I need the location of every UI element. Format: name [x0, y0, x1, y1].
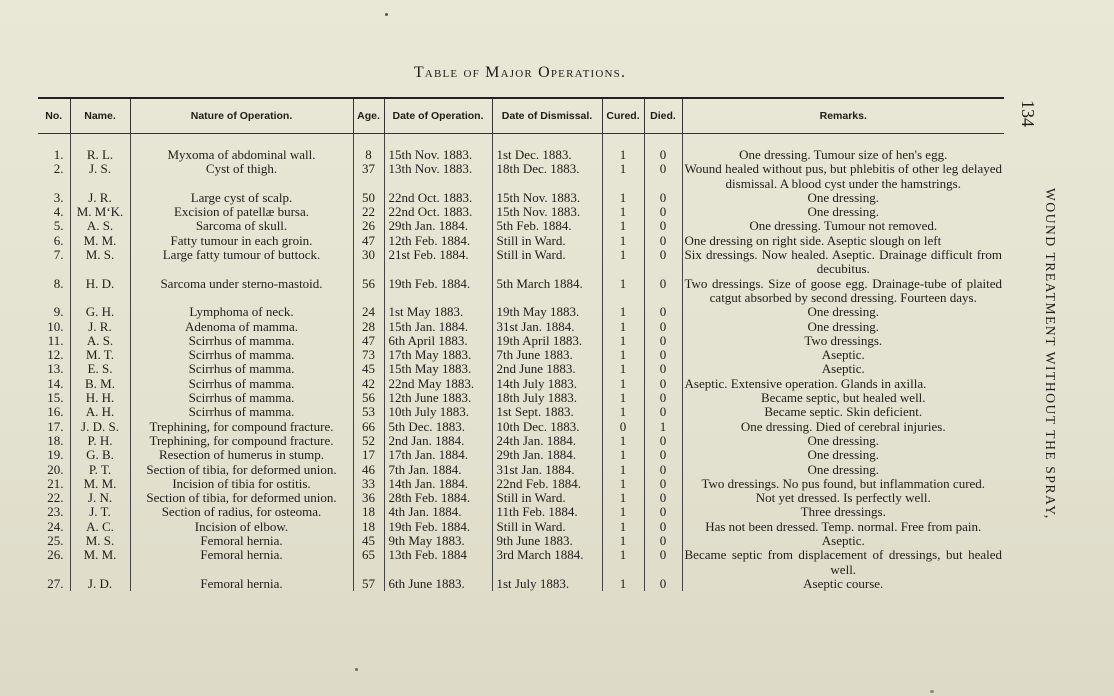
cell-no: 12.: [47, 347, 64, 363]
cell-no: 26.: [47, 547, 64, 563]
cell-age: 36: [353, 491, 384, 505]
cell-cured: 1: [602, 434, 644, 448]
cell-name: M. M.: [70, 477, 130, 491]
cell-name: J. S.: [70, 162, 130, 191]
cell-age: 56: [353, 277, 384, 306]
cell-date-dismissal: 18th Dec. 1883.: [492, 162, 602, 191]
page-title: Table of Major Operations.: [413, 64, 627, 81]
cell-date-dismissal: 5th March 1884.: [492, 277, 602, 306]
cell-died: 0: [644, 548, 682, 577]
cell-age: 26: [353, 219, 384, 233]
cell-no: 22.: [47, 490, 64, 506]
cell-remarks: Aseptic. Extensive operation. Glands in axilla.: [682, 377, 1004, 391]
cell-date-dismissal: 19th April 1883.: [492, 334, 602, 348]
cell-remarks: Has not been dressed. Temp. normal. Free from pain.: [682, 520, 1004, 534]
table-row: [38, 377, 1004, 391]
cell-cured: 1: [602, 405, 644, 419]
table-row: [38, 148, 1004, 162]
cell-no: 17.: [47, 418, 64, 434]
cell-cured: 1: [602, 248, 644, 277]
cell-age: 42: [353, 377, 384, 391]
cell-died: 0: [644, 377, 682, 391]
cell-remarks: One dressing.: [682, 191, 1004, 205]
cell-date-dismissal: 19th May 1883.: [492, 305, 602, 319]
cell-age: 22: [353, 205, 384, 219]
cell-date-dismissal: 1st Sept. 1883.: [492, 405, 602, 419]
cell-date-operation: 15th Jan. 1884.: [384, 320, 492, 334]
cell-date-operation: 13th Feb. 1884: [384, 548, 492, 577]
cell-date-operation: 15th Nov. 1883.: [384, 148, 492, 162]
table-row: [38, 234, 1004, 248]
cell-cured: 1: [602, 391, 644, 405]
cell-no: 9.: [53, 304, 64, 320]
cell-cured: 1: [602, 448, 644, 462]
cell-date-operation: 29th Jan. 1884.: [384, 219, 492, 233]
cell-died: 0: [644, 348, 682, 362]
cell-remarks: One dressing. Died of cerebral injuries.: [682, 420, 1004, 434]
cell-died: 0: [644, 391, 682, 405]
table-header-row: [38, 98, 1004, 134]
table-row: [38, 434, 1004, 448]
cell-died: 0: [644, 234, 682, 248]
cell-died: 0: [644, 477, 682, 491]
cell-name: J. R.: [70, 320, 130, 334]
header-remarks: Remarks.: [682, 98, 1004, 134]
cell-date-dismissal: 31st Jan. 1884.: [492, 320, 602, 334]
cell-age: 66: [353, 420, 384, 434]
cell-died: 0: [644, 534, 682, 548]
cell-cured: 1: [602, 148, 644, 162]
cell-nature: Femoral hernia.: [130, 548, 353, 577]
cell-name: B. M.: [70, 377, 130, 391]
cell-nature: Scirrhus of mamma.: [130, 362, 353, 376]
cell-age: 18: [353, 505, 384, 519]
page-number: 134: [1018, 100, 1038, 127]
cell-date-dismissal: Still in Ward.: [492, 248, 602, 277]
cell-no: 3.: [53, 189, 64, 205]
cell-died: 1: [644, 420, 682, 434]
header-date-dismissal: Date of Dismissal.: [492, 98, 602, 134]
cell-name: H. H.: [70, 391, 130, 405]
cell-date-operation: 19th Feb. 1884.: [384, 520, 492, 534]
table-row: [38, 534, 1004, 548]
cell-nature: Resection of humerus in stump.: [130, 448, 353, 462]
cell-name: A. H.: [70, 405, 130, 419]
cell-nature: Adenoma of mamma.: [130, 320, 353, 334]
cell-age: 50: [353, 191, 384, 205]
table-row: [38, 162, 1004, 191]
cell-cured: 1: [602, 520, 644, 534]
cell-date-operation: 10th July 1883.: [384, 405, 492, 419]
cell-cured: 1: [602, 277, 644, 306]
cell-remarks: One dressing.: [682, 205, 1004, 219]
cell-cured: 1: [602, 205, 644, 219]
cell-nature: Cyst of thigh.: [130, 162, 353, 191]
cell-nature: Section of tibia, for deformed union.: [130, 463, 353, 477]
cell-no: 25.: [47, 533, 64, 549]
cell-nature: Sarcoma under sterno-mastoid.: [130, 277, 353, 306]
cell-nature: Trephining, for compound fracture.: [130, 420, 353, 434]
cell-nature: Scirrhus of mamma.: [130, 377, 353, 391]
cell-no: 1.: [53, 147, 64, 162]
cell-cured: 0: [602, 420, 644, 434]
table-row: [38, 520, 1004, 534]
cell-age: 37: [353, 162, 384, 191]
cell-name: R. L.: [70, 148, 130, 162]
cell-remarks: Three dressings.: [682, 505, 1004, 519]
cell-remarks: Aseptic.: [682, 534, 1004, 548]
cell-cured: 1: [602, 191, 644, 205]
cell-no: 18.: [47, 432, 64, 448]
cell-cured: 1: [602, 477, 644, 491]
cell-died: 0: [644, 248, 682, 277]
header-date-operation: Date of Operation.: [384, 98, 492, 134]
table-row: [38, 577, 1004, 591]
cell-name: M. S.: [70, 534, 130, 548]
cell-name: A. S.: [70, 334, 130, 348]
cell-remarks: One dressing.: [682, 434, 1004, 448]
cell-age: 30: [353, 248, 384, 277]
cell-no: 14.: [47, 375, 64, 391]
cell-date-dismissal: 29th Jan. 1884.: [492, 448, 602, 462]
cell-age: 33: [353, 477, 384, 491]
cell-date-operation: 21st Feb. 1884.: [384, 248, 492, 277]
cell-age: 53: [353, 405, 384, 419]
cell-name: H. D.: [70, 277, 130, 306]
cell-cured: 1: [602, 463, 644, 477]
cell-name: J. N.: [70, 491, 130, 505]
cell-no: 13.: [47, 361, 64, 377]
cell-name: P. H.: [70, 434, 130, 448]
cell-date-operation: 12th Feb. 1884.: [384, 234, 492, 248]
cell-no: 27.: [47, 575, 64, 591]
cell-no: 21.: [47, 475, 64, 491]
cell-no: 10.: [47, 318, 64, 334]
cell-date-dismissal: 10th Dec. 1883.: [492, 420, 602, 434]
cell-no: 5.: [53, 218, 64, 234]
cell-date-operation: 4th Jan. 1884.: [384, 505, 492, 519]
cell-remarks: Not yet dressed. Is perfectly well.: [682, 491, 1004, 505]
cell-remarks: Became septic from displacement of dressings, but healed well.: [682, 548, 1004, 577]
cell-died: 0: [644, 577, 682, 591]
cell-date-operation: 13th Nov. 1883.: [384, 162, 492, 191]
cell-died: 0: [644, 362, 682, 376]
cell-no: 15.: [47, 390, 64, 406]
cell-nature: Myxoma of abdominal wall.: [130, 148, 353, 162]
table-row: [38, 191, 1004, 205]
cell-cured: 1: [602, 162, 644, 191]
cell-name: P. T.: [70, 463, 130, 477]
cell-died: 0: [644, 162, 682, 191]
cell-died: 0: [644, 148, 682, 162]
cell-nature: Excision of patellæ bursa.: [130, 205, 353, 219]
cell-age: 57: [353, 577, 384, 591]
cell-cured: 1: [602, 362, 644, 376]
cell-name: M. M‘K.: [70, 205, 130, 219]
cell-date-dismissal: 9th June 1883.: [492, 534, 602, 548]
cell-date-operation: 22nd Oct. 1883.: [384, 191, 492, 205]
cell-date-operation: 2nd Jan. 1884.: [384, 434, 492, 448]
header-age: Age.: [353, 98, 384, 134]
cell-name: M. M.: [70, 548, 130, 577]
cell-age: 65: [353, 548, 384, 577]
table-row: [38, 205, 1004, 219]
cell-date-operation: 1st May 1883.: [384, 305, 492, 319]
table-row: [38, 505, 1004, 519]
header-nature: Nature of Operation.: [130, 98, 353, 134]
cell-date-operation: 5th Dec. 1883.: [384, 420, 492, 434]
cell-age: 73: [353, 348, 384, 362]
table-body: [38, 134, 1004, 592]
table-row: [38, 320, 1004, 334]
cell-nature: Section of radius, for osteoma.: [130, 505, 353, 519]
cell-cured: 1: [602, 505, 644, 519]
cell-no: 20.: [47, 461, 64, 477]
cell-no: 16.: [47, 404, 64, 420]
cell-nature: Incision of tibia for ostitis.: [130, 477, 353, 491]
cell-nature: Scirrhus of mamma.: [130, 334, 353, 348]
cell-nature: Large fatty tumour of buttock.: [130, 248, 353, 277]
cell-died: 0: [644, 305, 682, 319]
cell-died: 0: [644, 277, 682, 306]
cell-cured: 1: [602, 377, 644, 391]
cell-age: 56: [353, 391, 384, 405]
cell-remarks: Wound healed without pus, but phlebitis of other leg delayed dismissal. A blood cyst under the hamstrings.: [682, 162, 1004, 191]
cell-nature: Scirrhus of mamma.: [130, 348, 353, 362]
header-died: Died.: [644, 98, 682, 134]
cell-cured: 1: [602, 348, 644, 362]
cell-date-dismissal: 14th July 1883.: [492, 377, 602, 391]
cell-died: 0: [644, 463, 682, 477]
cell-remarks: One dressing. Tumour not removed.: [682, 219, 1004, 233]
table-row: [38, 491, 1004, 505]
table-row: [38, 477, 1004, 491]
cell-cured: 1: [602, 534, 644, 548]
cell-remarks: One dressing.: [682, 305, 1004, 319]
cell-date-operation: 15th May 1883.: [384, 362, 492, 376]
table-row: [38, 448, 1004, 462]
cell-cured: 1: [602, 234, 644, 248]
cell-died: 0: [644, 405, 682, 419]
header-spacer: [38, 134, 1004, 149]
cell-remarks: Aseptic course.: [682, 577, 1004, 591]
table-row: [38, 548, 1004, 577]
cell-remarks: Became septic, but healed well.: [682, 391, 1004, 405]
cell-age: 8: [353, 148, 384, 162]
cell-name: G. B.: [70, 448, 130, 462]
cell-died: 0: [644, 205, 682, 219]
cell-nature: Sarcoma of skull.: [130, 219, 353, 233]
cell-remarks: Aseptic.: [682, 348, 1004, 362]
header-cured: Cured.: [602, 98, 644, 134]
cell-name: E. S.: [70, 362, 130, 376]
cell-remarks: Two dressings. No pus found, but inflammation cured.: [682, 477, 1004, 491]
table-row: [38, 420, 1004, 434]
table-row: [38, 405, 1004, 419]
cell-name: M. T.: [70, 348, 130, 362]
cell-date-dismissal: 5th Feb. 1884.: [492, 219, 602, 233]
cell-remarks: One dressing. Tumour size of hen's egg.: [682, 148, 1004, 162]
cell-date-dismissal: 24th Jan. 1884.: [492, 434, 602, 448]
table-row: [38, 362, 1004, 376]
cell-date-dismissal: Still in Ward.: [492, 234, 602, 248]
cell-cured: 1: [602, 219, 644, 233]
cell-no: 8.: [53, 275, 64, 291]
cell-age: 46: [353, 463, 384, 477]
cell-date-dismissal: 7th June 1883.: [492, 348, 602, 362]
cell-died: 0: [644, 434, 682, 448]
cell-date-operation: 17th Jan. 1884.: [384, 448, 492, 462]
cell-died: 0: [644, 520, 682, 534]
header-no: No.: [38, 98, 70, 134]
cell-remarks: One dressing.: [682, 448, 1004, 462]
cell-date-operation: 22nd May 1883.: [384, 377, 492, 391]
cell-remarks: Two dressings.: [682, 334, 1004, 348]
table-row: [38, 305, 1004, 319]
cell-nature: Lymphoma of neck.: [130, 305, 353, 319]
cell-date-operation: 22nd Oct. 1883.: [384, 205, 492, 219]
cell-date-operation: 28th Feb. 1884.: [384, 491, 492, 505]
cell-name: A. C.: [70, 520, 130, 534]
cell-cured: 1: [602, 320, 644, 334]
cell-remarks: One dressing.: [682, 463, 1004, 477]
cell-nature: Section of tibia, for deformed union.: [130, 491, 353, 505]
cell-name: G. H.: [70, 305, 130, 319]
cell-cured: 1: [602, 577, 644, 591]
running-head: WOUND TREATMENT WITHOUT THE SPRAY,: [1043, 188, 1058, 520]
cell-age: 45: [353, 534, 384, 548]
cell-date-dismissal: 18th July 1883.: [492, 391, 602, 405]
cell-name: M. S.: [70, 248, 130, 277]
cell-date-dismissal: 15th Nov. 1883.: [492, 191, 602, 205]
operations-table: [38, 97, 1004, 591]
table-row: [38, 219, 1004, 233]
cell-date-operation: 9th May 1883.: [384, 534, 492, 548]
cell-name: J. D.: [70, 577, 130, 591]
cell-age: 28: [353, 320, 384, 334]
cell-date-dismissal: 1st Dec. 1883.: [492, 148, 602, 162]
cell-no: 2.: [53, 161, 64, 177]
cell-date-operation: 14th Jan. 1884.: [384, 477, 492, 491]
cell-age: 47: [353, 334, 384, 348]
cell-date-operation: 17th May 1883.: [384, 348, 492, 362]
cell-nature: Femoral hernia.: [130, 577, 353, 591]
cell-name: J. R.: [70, 191, 130, 205]
table-row: [38, 463, 1004, 477]
cell-date-operation: 12th June 1883.: [384, 391, 492, 405]
cell-date-operation: 19th Feb. 1884.: [384, 277, 492, 306]
cell-died: 0: [644, 219, 682, 233]
cell-nature: Scirrhus of mamma.: [130, 391, 353, 405]
cell-no: 24.: [47, 518, 64, 534]
cell-date-dismissal: 2nd June 1883.: [492, 362, 602, 376]
paper-speck: [930, 690, 934, 693]
paper-speck: [355, 668, 358, 671]
cell-date-dismissal: 3rd March 1884.: [492, 548, 602, 577]
cell-date-dismissal: 31st Jan. 1884.: [492, 463, 602, 477]
cell-remarks: Six dressings. Now healed. Aseptic. Drainage difficult from decubitus.: [682, 248, 1004, 277]
table-row: [38, 391, 1004, 405]
cell-nature: Incision of elbow.: [130, 520, 353, 534]
cell-name: J. T.: [70, 505, 130, 519]
cell-no: 23.: [47, 504, 64, 520]
table-row: [38, 277, 1004, 306]
cell-age: 47: [353, 234, 384, 248]
cell-cured: 1: [602, 305, 644, 319]
cell-died: 0: [644, 191, 682, 205]
cell-age: 18: [353, 520, 384, 534]
cell-cured: 1: [602, 548, 644, 577]
cell-no: 19.: [47, 447, 64, 463]
cell-remarks: Became septic. Skin deficient.: [682, 405, 1004, 419]
cell-age: 17: [353, 448, 384, 462]
cell-age: 52: [353, 434, 384, 448]
cell-remarks: Aseptic.: [682, 362, 1004, 376]
cell-nature: Fatty tumour in each groin.: [130, 234, 353, 248]
paper-speck: [385, 13, 388, 16]
cell-died: 0: [644, 320, 682, 334]
table-row: [38, 334, 1004, 348]
cell-remarks: One dressing.: [682, 320, 1004, 334]
cell-cured: 1: [602, 491, 644, 505]
cell-name: A. S.: [70, 219, 130, 233]
cell-name: M. M.: [70, 234, 130, 248]
table-row: [38, 248, 1004, 277]
cell-date-operation: 7th Jan. 1884.: [384, 463, 492, 477]
cell-remarks: Two dressings. Size of goose egg. Drainage-tube of plaited catgut absorbed by second dressing. Fourteen days.: [682, 277, 1004, 306]
cell-date-dismissal: Still in Ward.: [492, 491, 602, 505]
cell-name: J. D. S.: [70, 420, 130, 434]
cell-nature: Large cyst of scalp.: [130, 191, 353, 205]
cell-date-operation: 6th April 1883.: [384, 334, 492, 348]
cell-nature: Scirrhus of mamma.: [130, 405, 353, 419]
cell-date-dismissal: 15th Nov. 1883.: [492, 205, 602, 219]
cell-no: 4.: [53, 204, 64, 220]
cell-age: 45: [353, 362, 384, 376]
cell-died: 0: [644, 334, 682, 348]
cell-died: 0: [644, 491, 682, 505]
cell-remarks: One dressing on right side. Aseptic slough on left: [682, 234, 1004, 248]
cell-nature: Trephining, for compound fracture.: [130, 434, 353, 448]
cell-cured: 1: [602, 334, 644, 348]
cell-no: 6.: [53, 232, 64, 248]
cell-no: 7.: [53, 247, 64, 263]
cell-date-dismissal: Still in Ward.: [492, 520, 602, 534]
table-row: [38, 348, 1004, 362]
cell-no: 11.: [47, 332, 64, 348]
cell-age: 24: [353, 305, 384, 319]
cell-died: 0: [644, 448, 682, 462]
cell-date-dismissal: 11th Feb. 1884.: [492, 505, 602, 519]
cell-nature: Femoral hernia.: [130, 534, 353, 548]
cell-date-dismissal: 22nd Feb. 1884.: [492, 477, 602, 491]
cell-died: 0: [644, 505, 682, 519]
cell-date-dismissal: 1st July 1883.: [492, 577, 602, 591]
header-name: Name.: [70, 98, 130, 134]
cell-date-operation: 6th June 1883.: [384, 577, 492, 591]
